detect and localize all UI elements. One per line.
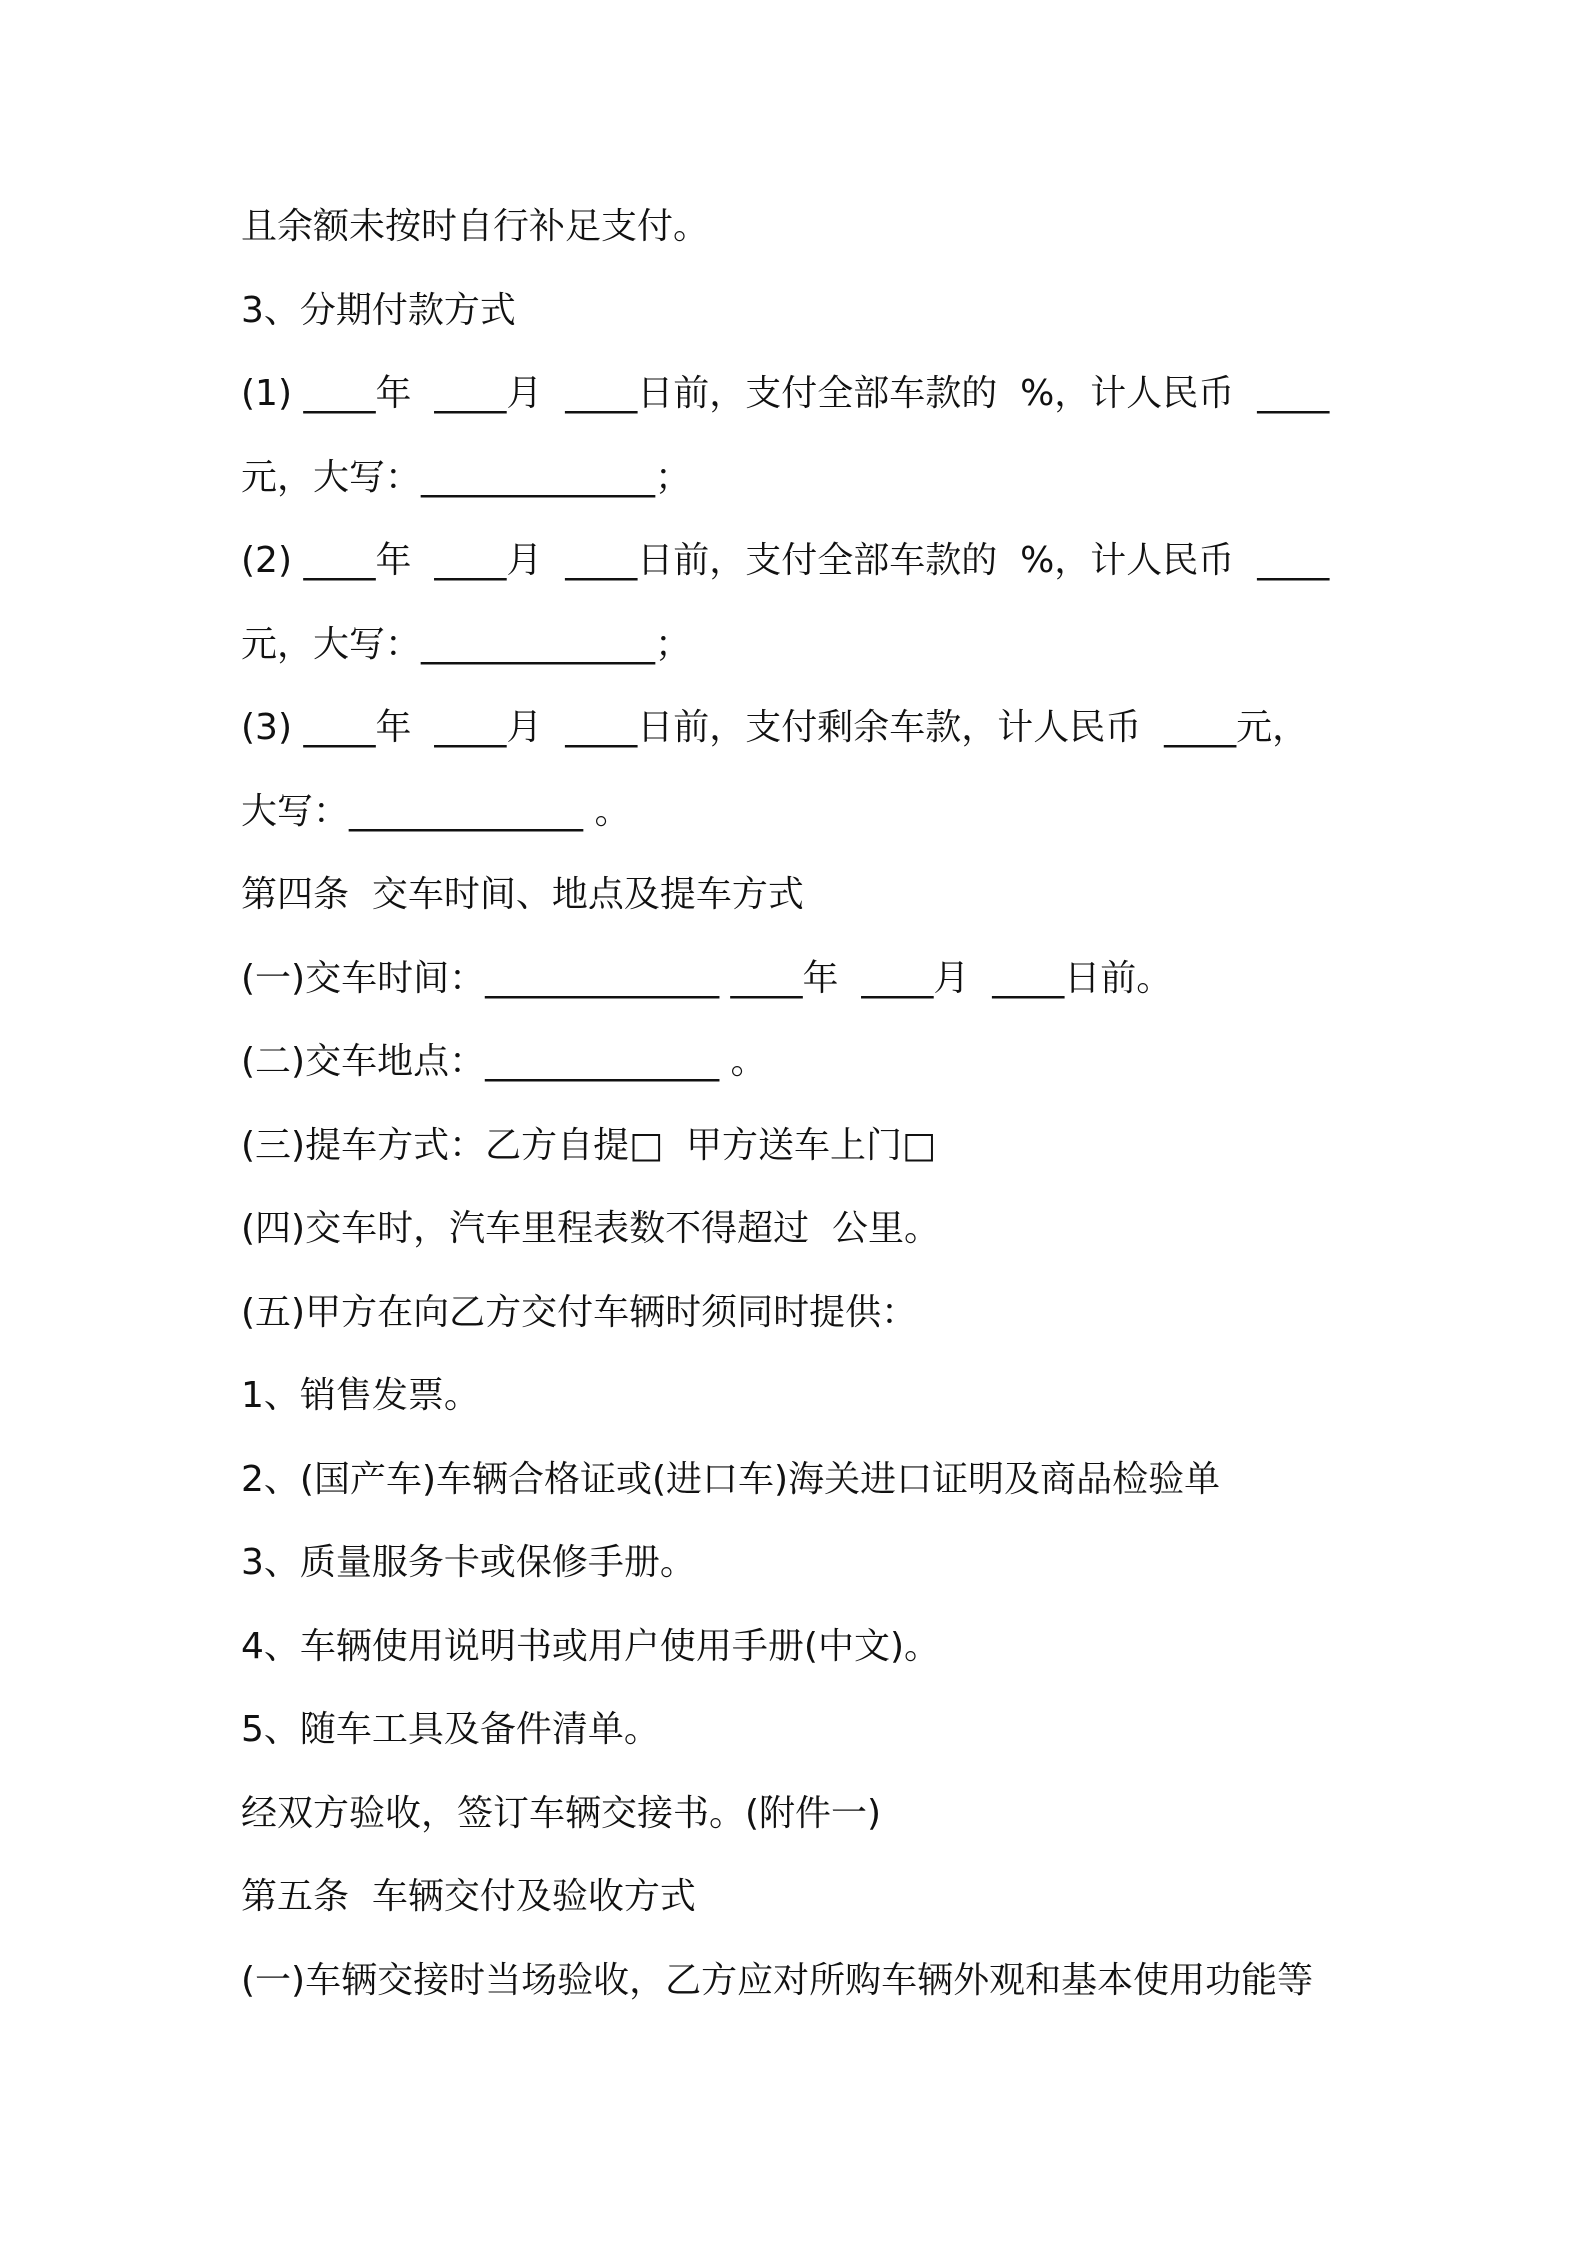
text-line: (一)车辆交接时当场验收，乙方应对所购车辆外观和基本使用功能等 bbox=[241, 1959, 1314, 2001]
text-line: (1) ____年 ____月 ____日前，支付全部车款的 %，计人民币 ____ bbox=[241, 373, 1330, 414]
text-line: 元，大写：_____________； bbox=[241, 623, 692, 665]
list-item: 1、销售发票。 bbox=[241, 1375, 480, 1416]
list-item: 2、(国产车)车辆合格证或(进口车)海关进口证明及商品检验单 bbox=[241, 1458, 1221, 1500]
text-line: (二)交车地点：_____________ 。 bbox=[241, 1041, 767, 1082]
text-line: 且余额未按时自行补足支付。 bbox=[241, 206, 710, 247]
text-line: (3) ____年 ____月 ____日前，支付剩余车款，计人民币 ____元， bbox=[241, 707, 1309, 748]
list-item: 3、质量服务卡或保修手册。 bbox=[241, 1542, 696, 1583]
article-heading: 第五条 车辆交付及验收方式 bbox=[241, 1876, 696, 1917]
section-heading: 3、分期付款方式 bbox=[241, 289, 516, 331]
text-line: 元，大写：_____________； bbox=[241, 456, 692, 498]
article-heading: 第四条 交车时间、地点及提车方式 bbox=[241, 874, 804, 915]
text-line: (五)甲方在向乙方交付车辆时须同时提供： bbox=[241, 1291, 918, 1333]
text-line: 大写：_____________ 。 bbox=[241, 790, 631, 832]
text-line: 经双方验收，签订车辆交接书。(附件一) bbox=[241, 1792, 882, 1834]
list-item: 5、随车工具及备件清单。 bbox=[241, 1709, 660, 1750]
text-line: (一)交车时间：_____________ ____年 ____月 ____日前。 bbox=[241, 957, 1173, 999]
text-line: (四)交车时，汽车里程表数不得超过 公里。 bbox=[241, 1208, 940, 1249]
text-line: (2) ____年 ____月 ____日前，支付全部车款的 %，计人民币 ____ bbox=[241, 540, 1330, 581]
document-body bbox=[241, 197, 1391, 2034]
text-line: (三)提车方式：乙方自提□ 甲方送车上门□ bbox=[241, 1124, 937, 1166]
list-item: 4、车辆使用说明书或用户使用手册(中文)。 bbox=[241, 1625, 940, 1667]
